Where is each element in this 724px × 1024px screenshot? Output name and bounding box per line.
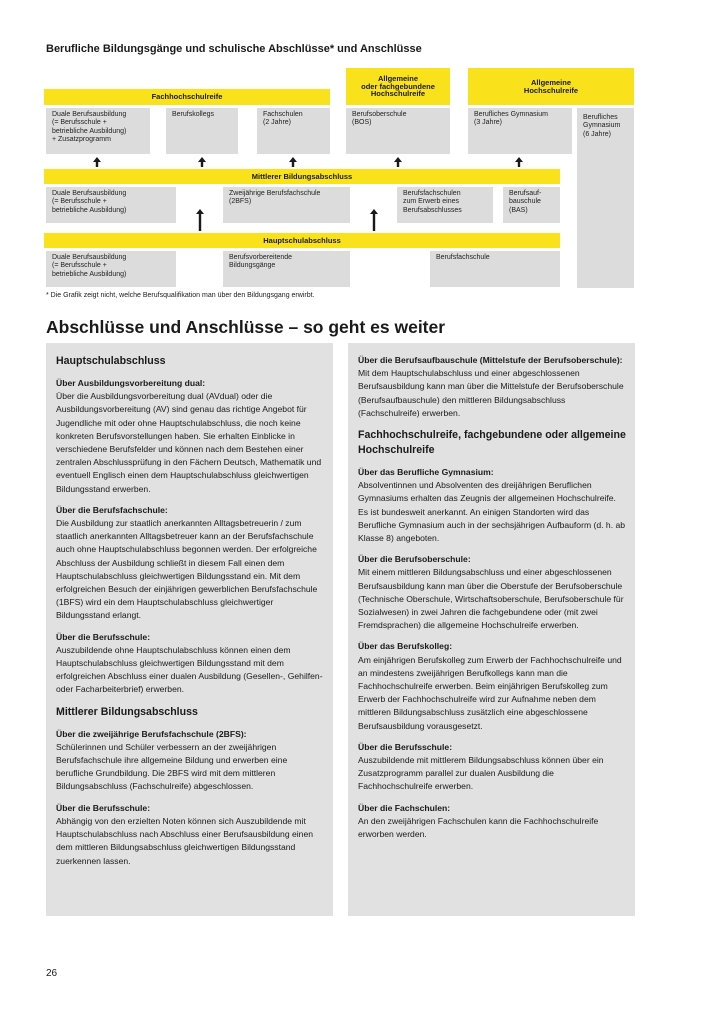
subheading: Über die Berufsschule: — [358, 741, 453, 752]
arrow-up-icon — [512, 156, 526, 168]
subheading: Über die Berufsaufbauschule (Mittelstufe der Berufsoberschule): — [358, 355, 623, 365]
subheading: Über die Berufsschule: — [56, 631, 151, 642]
paragraph: Abhängig von den erzielten Noten können sich Auszubildende mit Hauptschulabschluss nach Abschluss einer Berufsausbildung einen dem mittleren Bildungsabschluss gleichwertigen Bildungsstand zuerkennen lassen. — [56, 815, 314, 866]
zweijaehrige-bfs-box: Zweijährige Berufsfachschule (2BFS) — [223, 187, 350, 223]
paragraph: Mit dem Hauptschulabschluss und einer abgeschlossenen Berufsausbildung kann man über die Mittelstufe der Berufsoberschule (Berufsaufbauschule) den mittleren Bildungsabschluss (Fachschulreife) erwerben. — [358, 368, 624, 418]
left-column — [56, 354, 326, 876]
fachhochschulreife-label: Fachhochschulreife — [44, 89, 330, 105]
subheading: Über die Berufsoberschule: — [358, 554, 471, 565]
paragraph: Mit einem mittleren Bildungsabschluss und einer abgeschlossenen Berufsausbildung kann man über die Oberstufe der Berufsoberschule (Technische Oberschule, Wirtschaftsoberschule, Berufsoberschule für Sozialwesen) in zwei Jahren die fachgebundene oder (mit zwei Fremdsprachen) die allgemeine Hochschulreife erwerben. — [358, 567, 624, 631]
subheading: Über das Berufskolleg: — [358, 641, 453, 652]
right-column — [358, 354, 628, 849]
hochschulreife-heading: Fachhochschulreife, fachgebundene oder allgemeine Hochschulreife — [358, 429, 626, 457]
diagram-footnote: * Die Grafik zeigt nicht, welche Berufsqualifikation man über den Bildungsgang erwirbt. — [46, 292, 315, 299]
mittlerer-heading: Mittlerer Bildungsabschluss — [56, 705, 198, 718]
paragraph: Am einjährigen Berufskolleg zum Erwerb der Fachhochschulreife und an mindestens zweijährigen Berufkollegs kann man die Fachhochschulreife erwerben. Beim einjährigen Berufskolleg zum Erwerb der Fachhochschulreife wird zur Aufnahme neben dem mittleren Bildungsabschluss zusätzlich eine abgeschlossene Berufsausbildung vorausgesetzt. — [358, 654, 622, 731]
arrow-up-icon — [90, 156, 104, 168]
berufsfachschulen-erwerb-box: Berufsfachschulen zum Erwerb eines Berufsabschlusses — [397, 187, 493, 223]
bg6-box: Berufliches Gymnasium (6 Jahre) — [577, 108, 634, 288]
berufsvorbereitende-box: Berufsvorbereitende Bildungsgänge — [223, 251, 350, 287]
arrow-up-icon — [391, 156, 405, 168]
duale-ausbildung-zusatz-box: Duale Berufsausbildung (= Berufsschule + betriebliche Ausbildung) + Zusatzprogramm — [46, 108, 150, 154]
fachschulen-box: Fachschulen (2 Jahre) — [257, 108, 330, 154]
berufskollegs-box: Berufskollegs — [166, 108, 238, 154]
paragraph: Auszubildende ohne Hauptschulabschluss können einen dem Hauptschulabschluss gleichwertigen Bildungsstand mit dem erfolgreichen Abschluss einer dualen Ausbildung (Gesellen-, Gehilfen- oder Facharbeiterbrief) erwerben. — [56, 644, 323, 695]
berufsfachschule-box: Berufsfachschule — [430, 251, 560, 287]
subheading: Über das Berufliche Gymnasium: — [358, 467, 494, 478]
arrow-up-icon — [193, 208, 207, 232]
subheading: Über die Berufsfachschule: — [56, 504, 168, 515]
arrow-up-icon — [367, 208, 381, 232]
bas-box: Berufsauf- bauschule (BAS) — [503, 187, 560, 223]
page-number: 26 — [46, 968, 58, 979]
allgemeine-fachgebundene-label: Allgemeine oder fachgebundene Hochschulreife — [346, 68, 450, 105]
hauptschulabschluss-heading: Hauptschulabschluss — [56, 355, 166, 367]
hauptschulabschluss-label: Hauptschulabschluss — [44, 233, 560, 248]
paragraph: Die Ausbildung zur staatlich anerkannten Alltagsbetreuerin / zum staatlich anerkannten Alltagsbetreuer kann an der Berufsfachschule auch ohne Hauptschulabschluss begonnen werden. Der erfolgreiche Abschluss der Ausbildung schließt in diesem Fall einen dem Hauptschulabschluss gleichwertigen Bildungsstand ein. Mit dem erfolgreichen Besuch der einjährigen gewerblichen Berufsfachschule (1BFS) wird ein dem Hauptschulabschluss gleichwertiger Bildungsstand erlangt. — [56, 518, 318, 621]
bg3-box: Berufliches Gymnasium (3 Jahre) — [468, 108, 572, 154]
paragraph: Schülerinnen und Schüler verbessern an der zweijährigen Berufsfachschule ihre allgemeine Bildung und erwerben eine berufliche Grundbildung. Die 2BFS wird mit dem mittleren Bildungsabschluss (Fachschulreife) abgeschlossen. — [56, 741, 288, 792]
duale-ausbildung-box-3: Duale Berufsausbildung (= Berufsschule + betriebliche Ausbildung) — [46, 251, 176, 287]
mittlerer-bildungsabschluss-label: Mittlerer Bildungsabschluss — [44, 169, 560, 184]
duale-ausbildung-box-2: Duale Berufsausbildung (= Berufsschule + betriebliche Ausbildung) — [46, 187, 176, 223]
allgemeine-hochschulreife-label: Allgemeine Hochschulreife — [468, 68, 634, 105]
subheading: Über Ausbildungsvorbereitung dual: — [56, 378, 206, 388]
paragraph: Über die Ausbildungsvorbereitung dual (AVdual) oder die Ausbildungsvorbereitung (AV) sind genau das richtige Angebot für Jugendliche mit oder ohne Hauptschulabschluss, die noch keine konkreten Berufsvorstellungen haben. Sie erhalten Einblicke in verschiedene Berufsfelder und können nach dem Bestehen einer zentralen Abschlussprüfung in den Fächern Deutsch, Mathematik und eventuell Englisch einen dem Hauptschulabschluss gleichwertigen Bildungsstand erwerben. — [56, 391, 322, 494]
diagram-title: Berufliche Bildungsgänge und schulische Abschlüsse* und Anschlüsse — [46, 43, 422, 55]
arrow-up-icon — [286, 156, 300, 168]
arrow-up-icon — [195, 156, 209, 168]
paragraph: An den zweijährigen Fachschulen kann die Fachhochschulreife erworben werden. — [358, 815, 599, 840]
subheading: Über die Berufsschule: — [56, 802, 151, 813]
subheading: Über die zweijährige Berufsfachschule (2BFS): — [56, 728, 247, 739]
paragraph: Auszubildende mit mittlerem Bildungsabschluss können über ein Zusatzprogramm parallel zur dualen Ausbildung die Fachhochschulreife erwerben. — [358, 755, 604, 792]
paragraph: Absolventinnen und Absolventen des dreijährigen Beruflichen Gymnasiums erhalten das Zeugnis der allgemeinen Hochschulreife. Es ist bundesweit anerkannt. An einigen Standorten wird das Berufliche Gymnasium auch in der sechsjährigen Aufbauform (d. h. ab Klasse 8) angeboten. — [358, 480, 626, 544]
section-title: Abschlüsse und Anschlüsse – so geht es weiter — [46, 317, 446, 337]
subheading: Über die Fachschulen: — [358, 802, 451, 813]
bos-box: Berufsoberschule (BOS) — [346, 108, 450, 154]
